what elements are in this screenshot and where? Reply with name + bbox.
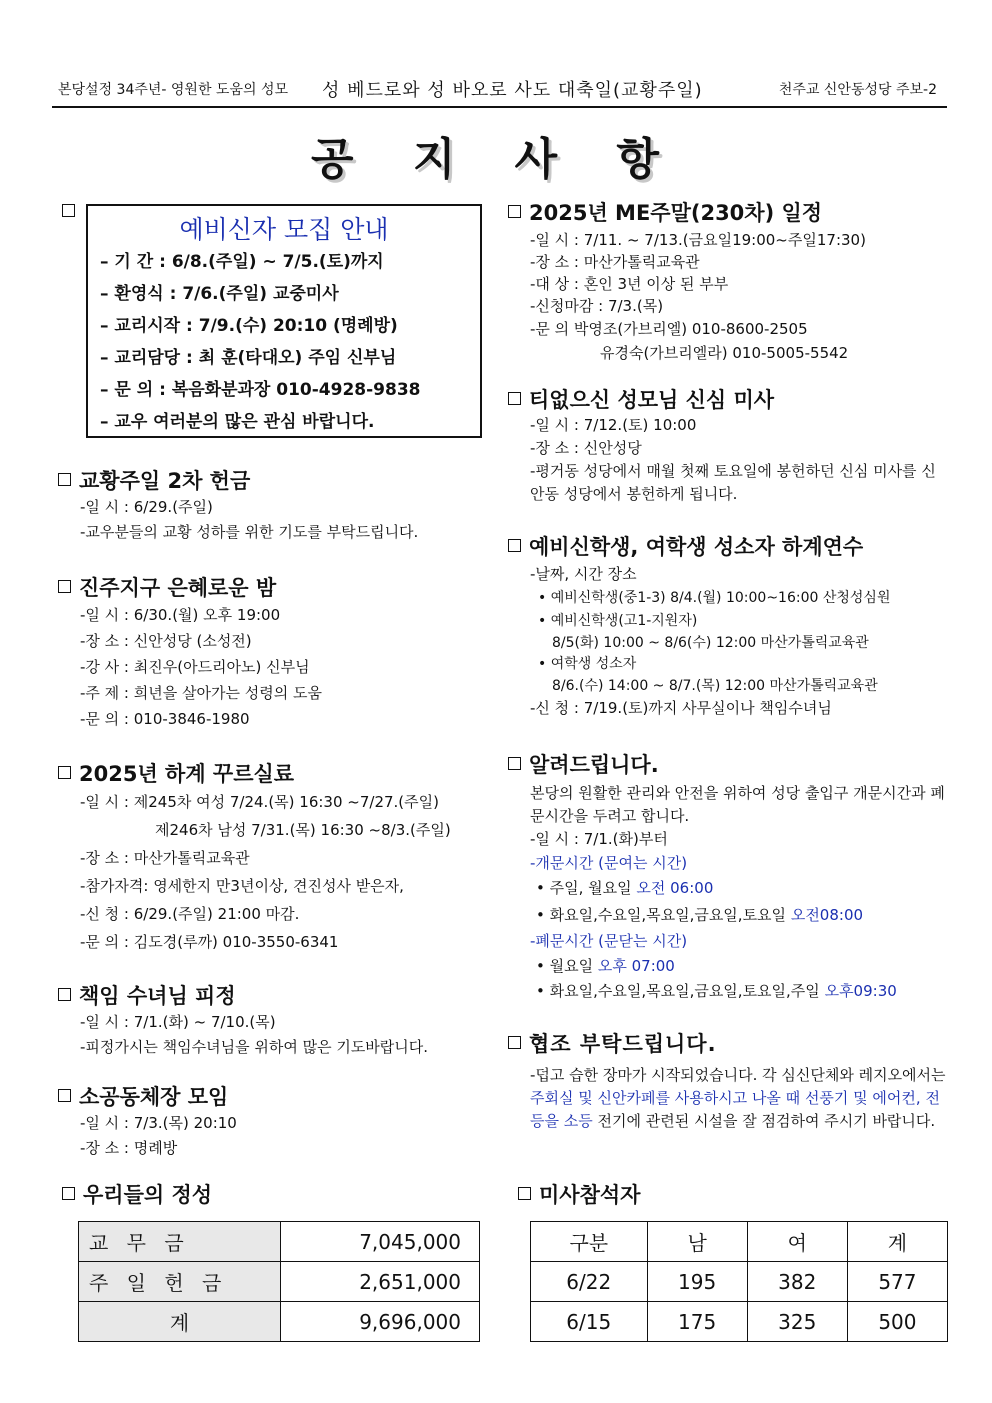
info-line: -장 소 : 마산가톨릭교육관 bbox=[80, 849, 250, 867]
table-cell: 382 bbox=[747, 1262, 847, 1302]
section-title: 소공동체장 모임 bbox=[79, 1085, 229, 1109]
info-line: -참가자격: 영세한지 만3년이상, 견진성사 받은자, bbox=[80, 877, 404, 895]
section-title: 미사참석자 bbox=[539, 1183, 641, 1207]
time-value: 오전 06:00 bbox=[636, 879, 714, 897]
info-line: • 여학생 성소자 bbox=[538, 656, 637, 672]
days-label: • 화요일,수요일,목요일,금요일,토요일 bbox=[536, 906, 787, 924]
info-line: -신 청 : 7/19.(토)까지 사무실이나 책임수녀님 bbox=[530, 699, 832, 717]
info-line: -장 소 : 명례방 bbox=[80, 1139, 178, 1157]
info-line: -장 소 : 신안성당 bbox=[530, 439, 642, 457]
me-weekend-section bbox=[508, 199, 866, 365]
days-label: • 화요일,수요일,목요일,금요일,토요일,주일 bbox=[536, 982, 820, 1000]
section-title: 티없으신 성모님 신심 미사 bbox=[529, 388, 775, 412]
offerings-table bbox=[78, 1221, 480, 1342]
table-cell: 175 bbox=[647, 1302, 747, 1342]
info-line: -문 의 : 김도경(루까) 010-3550-6341 bbox=[80, 933, 339, 951]
info-line: -대 상 : 혼인 3년 이상 된 부부 bbox=[530, 275, 729, 293]
info-line: 제246차 남성 7/31.(목) 16:30 ~8/3.(주일) bbox=[155, 821, 451, 839]
info-line: -일 시 : 6/30.(월) 오후 19:00 bbox=[80, 606, 281, 624]
info-line: -일 시 : 제245차 여성 7/24.(목) 16:30 ~7/27.(주일) bbox=[80, 793, 439, 811]
info-paragraph: 본당의 원활한 관리와 안전을 위하여 성당 출입구 개문시간과 폐문시간을 두려고 합니다. bbox=[530, 784, 945, 825]
text-part: -덥고 습한 장마가 시작되었습니다. 각 심신단체와 레지오에서는 bbox=[530, 1066, 946, 1084]
info-line: 유경숙(가브리엘라) 010-5005-5542 bbox=[600, 344, 849, 362]
table-header-cell: 계 bbox=[847, 1222, 947, 1262]
catechumen-line: – 교우 여러분의 많은 관심 바랍니다. bbox=[100, 412, 375, 432]
section-title: 교황주일 2차 헌금 bbox=[79, 469, 251, 493]
info-line: 8/5(화) 10:00 ~ 8/6(수) 12:00 마산가톨릭교육관 bbox=[552, 635, 869, 651]
time-value: 오후09:30 bbox=[824, 982, 897, 1000]
catechumen-line: – 교리시작 : 7/9.(수) 20:10 (명례방) bbox=[100, 316, 398, 336]
time-value: 오후 07:00 bbox=[597, 957, 675, 975]
catechumen-line: – 환영식 : 7/6.(주일) 교중미사 bbox=[100, 284, 339, 304]
section-title: 알려드립니다. bbox=[529, 753, 659, 777]
page-title: 공 지 사 항 bbox=[311, 134, 681, 185]
info-line: -장 소 : 신안성당 (소성전) bbox=[80, 632, 252, 650]
time-value: 오전08:00 bbox=[790, 906, 864, 924]
info-line: -강 사 : 최진우(아드리아노) 신부님 bbox=[80, 658, 310, 676]
text-part: 전기에 관련된 시설을 잘 점검하여 주시기 바랍니다. bbox=[592, 1112, 936, 1130]
jinju-night-section bbox=[58, 574, 322, 732]
info-line: -신청마감 : 7/3.(목) bbox=[530, 297, 664, 315]
catechumen-line: – 교리담당 : 최 훈(타대오) 주임 신부님 bbox=[100, 348, 397, 368]
info-line: -일 시 : 6/29.(주일) bbox=[80, 498, 213, 516]
header-divider bbox=[52, 106, 947, 108]
info-line: -날짜, 시간 장소 bbox=[530, 565, 637, 583]
close-hours-title: -폐문시간 (문닫는 시간) bbox=[530, 932, 688, 950]
section-title: 책임 수녀님 피정 bbox=[79, 984, 236, 1008]
table-cell: 500 bbox=[847, 1302, 947, 1342]
info-line: -장 소 : 마산가톨릭교육관 bbox=[530, 253, 700, 271]
table-cell: 325 bbox=[747, 1302, 847, 1342]
info-line: -일 시 : 7/1.(화) ~ 7/10.(목) bbox=[80, 1013, 276, 1031]
info-line: • 예비신학생(중1-3) 8/4.(월) 10:00~16:00 산청성심원 bbox=[538, 590, 891, 606]
table-cell: 6/22 bbox=[531, 1262, 648, 1302]
catechumen-box bbox=[86, 204, 482, 438]
table-cell: 9,696,000 bbox=[281, 1302, 480, 1342]
info-paragraph: -평거동 성당에서 매월 첫째 토요일에 봉헌하던 신심 미사를 신안동 성당에서 봉헌하게 됩니다. bbox=[530, 462, 936, 503]
table-header-row bbox=[531, 1222, 948, 1262]
table-cell: 주 일 헌 금 bbox=[79, 1262, 281, 1302]
table-cell: 2,651,000 bbox=[281, 1262, 480, 1302]
section-title: 2025년 ME주말(230차) 일정 bbox=[529, 201, 823, 225]
catechumen-line: – 문 의 : 복음화분과장 010-4928-9838 bbox=[100, 380, 421, 400]
catechumen-title: 예비신자 모집 안내 bbox=[179, 215, 389, 244]
section-title: 우리들의 정성 bbox=[83, 1183, 213, 1207]
table-row bbox=[79, 1262, 480, 1302]
pope-collection-section bbox=[58, 467, 418, 545]
info-line: 8/6.(수) 14:00 ~ 8/7.(목) 12:00 마산가톨릭교육관 bbox=[552, 678, 878, 694]
header-right: 천주교 신안동성당 주보-2 bbox=[778, 82, 937, 98]
table-row bbox=[531, 1262, 948, 1302]
info-line: -문 의 : 010-3846-1980 bbox=[80, 710, 250, 728]
table-cell: 7,045,000 bbox=[281, 1222, 480, 1262]
section-title: 협조 부탁드립니다. bbox=[529, 1032, 717, 1056]
info-line: -일 시 : 7/1.(화)부터 bbox=[530, 830, 668, 848]
catechumen-bullet bbox=[62, 204, 83, 223]
offerings-heading bbox=[62, 1181, 212, 1209]
cursillo-section bbox=[58, 760, 451, 956]
days-label: • 주일, 월요일 bbox=[536, 879, 632, 897]
mary-mass-section bbox=[508, 386, 948, 506]
attendance-table bbox=[530, 1221, 948, 1342]
info-line: -주 제 : 희년을 살아가는 성령의 도움 bbox=[80, 684, 322, 702]
table-row bbox=[79, 1302, 480, 1342]
table-row bbox=[79, 1222, 480, 1262]
table-header-cell: 구분 bbox=[531, 1222, 648, 1262]
close-hours-row bbox=[508, 953, 948, 979]
info-line: -일 시 : 7/3.(목) 20:10 bbox=[80, 1114, 237, 1132]
header-center: 성 베드로와 성 바오로 사도 대축일(교황주일) bbox=[322, 80, 703, 101]
cooperation-section bbox=[508, 1030, 948, 1133]
info-line: -문 의 박영조(가브리엘) 010-8600-2505 bbox=[530, 320, 808, 338]
info-line: -일 시 : 7/12.(토) 10:00 bbox=[530, 416, 697, 434]
highlight-text: 주회실 및 신안카페를 사용하시고 나올 때 선풍기 및 에어컨, 전등을 소등 bbox=[530, 1089, 940, 1130]
community-meeting-section bbox=[58, 1083, 237, 1161]
close-hours-row bbox=[508, 979, 948, 1003]
info-line: -교우분들의 교황 성하를 위한 기도를 부탁드립니다. bbox=[80, 523, 419, 541]
open-hours-title: -개문시간 (문여는 시간) bbox=[530, 854, 688, 872]
info-line: -피정가시는 책임수녀님을 위하여 많은 기도바랍니다. bbox=[80, 1038, 429, 1056]
table-cell: 교 무 금 bbox=[79, 1222, 281, 1262]
page-header bbox=[52, 76, 947, 102]
cooperation-paragraph bbox=[508, 1064, 948, 1133]
table-cell: 195 bbox=[647, 1262, 747, 1302]
table-header-cell: 남 bbox=[647, 1222, 747, 1262]
attendance-heading bbox=[518, 1181, 640, 1209]
info-line: • 예비신학생(고1-지원자) bbox=[538, 613, 698, 629]
summer-camp-section bbox=[508, 533, 890, 720]
section-title: 예비신학생, 여학생 성소자 하계연수 bbox=[529, 535, 864, 559]
info-line: -일 시 : 7/11. ~ 7/13.(금요일19:00~주일17:30) bbox=[530, 231, 866, 249]
header-left: 본당설정 34주년- 영원한 도움의 성모 bbox=[58, 82, 289, 98]
info-line: -신 청 : 6/29.(주일) 21:00 마감. bbox=[80, 905, 300, 923]
table-row bbox=[531, 1302, 948, 1342]
sister-retreat-section bbox=[58, 982, 428, 1060]
section-title: 진주지구 은혜로운 밤 bbox=[79, 576, 277, 600]
table-cell: 계 bbox=[79, 1302, 281, 1342]
open-hours-row bbox=[508, 901, 948, 929]
notice-section bbox=[508, 751, 948, 1003]
section-title: 2025년 하계 꾸르실료 bbox=[79, 762, 295, 786]
days-label: • 월요일 bbox=[536, 957, 594, 975]
table-cell: 577 bbox=[847, 1262, 947, 1302]
open-hours-row bbox=[508, 876, 948, 901]
catechumen-line: – 기 간 : 6/8.(주일) ~ 7/5.(토)까지 bbox=[100, 252, 384, 272]
table-header-cell: 여 bbox=[747, 1222, 847, 1262]
table-cell: 6/15 bbox=[531, 1302, 648, 1342]
